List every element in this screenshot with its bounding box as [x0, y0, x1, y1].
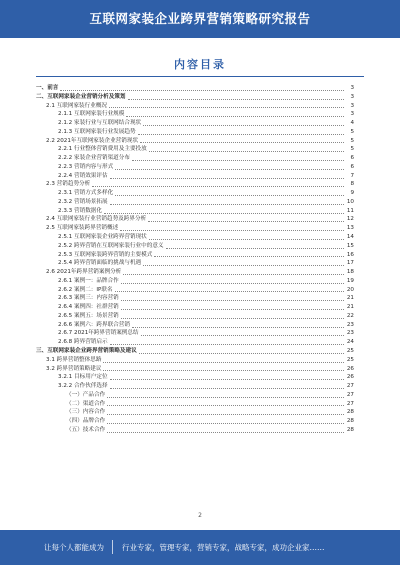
toc-entry[interactable] — [36, 268, 354, 277]
toc-entry-title: 2.2 2021年互联网家装企业营销现状 — [46, 137, 139, 144]
toc-leader-dots — [121, 309, 344, 310]
toc-entry-page: 3 — [350, 102, 354, 109]
toc-entry-page: 6 — [350, 163, 354, 170]
toc-entry[interactable] — [36, 207, 354, 216]
toc-entry-page: 12 — [346, 216, 354, 223]
toc-entry-title: 2.1.3 互联网家装行业发展趋势 — [58, 128, 136, 135]
toc-leader-dots — [110, 379, 344, 380]
toc-entry-title: 2.2.3 营销内容与形式 — [58, 163, 114, 170]
toc-leader-dots — [154, 256, 344, 257]
toc-entry-title: 2.6.3 案例三：内容营销 — [58, 295, 119, 302]
page-footer — [0, 530, 400, 565]
toc-entry[interactable] — [36, 189, 354, 198]
toc-leader-dots — [107, 432, 344, 433]
toc-entry-title: 2.3 营销趋势分析 — [46, 181, 91, 188]
toc-entry-title: 2.5.1 互联网家装企业跨界营销现状 — [58, 234, 147, 241]
table-of-contents — [36, 84, 354, 435]
toc-leader-dots — [128, 99, 344, 100]
toc-entry-title: 2.6.8 跨界营销启示 — [58, 339, 108, 346]
toc-entry-page: 11 — [346, 207, 354, 214]
toc-entry[interactable] — [36, 294, 354, 303]
toc-entry-title: 3.2.2 合作伙伴选择 — [58, 383, 108, 390]
toc-entry[interactable] — [36, 137, 354, 146]
toc-entry-page: 28 — [346, 418, 354, 425]
toc-entry-page: 9 — [350, 190, 354, 197]
toc-entry[interactable] — [36, 119, 354, 128]
toc-entry-title: （一）产品合作 — [66, 391, 106, 398]
toc-entry[interactable] — [36, 426, 354, 435]
toc-entry-page: 24 — [346, 339, 354, 346]
toc-entry-page: 6 — [350, 155, 354, 162]
toc-leader-dots — [138, 134, 344, 135]
toc-entry-page: 16 — [346, 251, 354, 258]
toc-entry-page: 4 — [350, 120, 354, 127]
toc-entry-title: 2.1 互联网家装行业概况 — [46, 102, 108, 109]
toc-entry-page: 5 — [350, 146, 354, 153]
toc-entry-page: 25 — [346, 356, 354, 363]
report-title: 互联网家装企业跨界营销策略研究报告 — [89, 11, 311, 26]
toc-leader-dots — [115, 169, 344, 170]
toc-entry-page: 20 — [346, 286, 354, 293]
toc-entry-title: 一、前言 — [36, 85, 59, 91]
toc-entry[interactable] — [36, 286, 354, 295]
toc-leader-dots — [107, 405, 344, 406]
toc-entry[interactable] — [36, 408, 354, 417]
toc-leader-dots — [110, 388, 344, 389]
toc-entry-title: 2.3.3 营销数据化 — [58, 207, 102, 214]
toc-leader-dots — [107, 414, 344, 415]
toc-entry-page: 27 — [346, 391, 354, 398]
toc-leader-dots — [143, 125, 344, 126]
toc-entry-page: 3 — [350, 85, 354, 91]
toc-leader-dots — [110, 344, 344, 345]
toc-leader-dots — [132, 327, 344, 328]
toc-entry-title: （五）技术合作 — [66, 426, 106, 433]
toc-entry-page: 10 — [346, 198, 354, 205]
toc-entry[interactable] — [36, 145, 354, 154]
toc-entry-page: 15 — [346, 242, 354, 249]
toc-entry[interactable] — [36, 154, 354, 163]
toc-leader-dots — [126, 116, 344, 117]
toc-entry-title: 2.5.4 跨界营销面临的挑战与机遇 — [58, 260, 142, 267]
toc-entry-title: 3.2.1 目标用户定位 — [58, 374, 108, 381]
toc-leader-dots — [141, 335, 344, 336]
toc-divider — [36, 76, 364, 77]
toc-leader-dots — [103, 362, 344, 363]
toc-entry[interactable] — [36, 251, 354, 260]
toc-entry-title: 2.6.4 案例四：社群营销 — [58, 304, 119, 311]
toc-entry-page: 27 — [346, 383, 354, 390]
toc-entry-title: 2.1.1 互联网家装行业规模 — [58, 111, 125, 118]
toc-entry[interactable] — [36, 233, 354, 242]
toc-entry-title: 2.6.5 案例五：场景营销 — [58, 312, 119, 319]
toc-leader-dots — [110, 178, 344, 179]
toc-leader-dots — [143, 265, 344, 266]
page-header — [0, 0, 400, 38]
toc-leader-dots — [166, 248, 344, 249]
toc-entry[interactable] — [36, 224, 354, 233]
toc-entry-title: 2.5.2 跨界营销在互联网家装行业中的意义 — [58, 242, 164, 249]
toc-leader-dots — [115, 291, 344, 292]
toc-entry-page: 28 — [346, 409, 354, 416]
toc-entry-page: 8 — [350, 181, 354, 188]
toc-entry[interactable] — [36, 215, 354, 224]
toc-entry-page: 5 — [350, 128, 354, 135]
toc-entry[interactable] — [36, 417, 354, 426]
toc-leader-dots — [121, 283, 344, 284]
toc-entry-page: 21 — [346, 295, 354, 302]
toc-entry[interactable] — [36, 321, 354, 330]
toc-entry[interactable] — [36, 400, 354, 409]
toc-entry[interactable] — [36, 180, 354, 189]
toc-leader-dots — [115, 195, 344, 196]
toc-entry[interactable] — [36, 198, 354, 207]
toc-entry-page: 27 — [346, 400, 354, 407]
toc-entry[interactable] — [36, 242, 354, 251]
toc-leader-dots — [104, 213, 344, 214]
toc-entry[interactable] — [36, 365, 354, 374]
toc-entry-page: 3 — [350, 111, 354, 118]
toc-entry-page: 18 — [346, 269, 354, 276]
toc-entry[interactable] — [36, 329, 354, 338]
toc-leader-dots — [149, 151, 344, 152]
toc-entry-page: 14 — [346, 234, 354, 241]
toc-entry[interactable] — [36, 391, 354, 400]
toc-entry-title: 2.5.3 互联网家装跨界营销的主要模式 — [58, 251, 153, 258]
toc-entry[interactable] — [36, 338, 354, 347]
toc-entry[interactable] — [36, 259, 354, 268]
toc-entry[interactable] — [36, 102, 354, 111]
toc-entry-page: 21 — [346, 304, 354, 311]
toc-leader-dots — [121, 318, 344, 319]
toc-entry[interactable] — [36, 373, 354, 382]
footer-tagline: 行业专家，管理专家，营销专家，战略专家，成功企业家…… — [122, 543, 325, 552]
toc-leader-dots — [107, 397, 344, 398]
toc-entry-title: 2.3.1 营销方式多样化 — [58, 190, 114, 197]
toc-entry-title: 2.2.4 营销效果评估 — [58, 172, 108, 179]
toc-entry[interactable] — [36, 128, 354, 137]
toc-entry[interactable] — [36, 382, 354, 391]
toc-entry-page: 23 — [346, 330, 354, 337]
toc-entry[interactable] — [36, 356, 354, 365]
toc-entry-page: 28 — [346, 426, 354, 433]
toc-leader-dots — [121, 300, 344, 301]
toc-entry-title: 2.2.2 家装企业营销渠道分布 — [58, 155, 130, 162]
toc-entry-title: 2.6.6 案例六：跨界联合营销 — [58, 321, 130, 328]
toc-title: 内容目录 — [174, 58, 226, 71]
toc-entry-title: 2.3.2 营销场景拓展 — [58, 198, 108, 205]
toc-leader-dots — [109, 107, 344, 108]
footer-slogan: 让每个人都能成为 — [44, 543, 104, 552]
toc-entry-title: （四）品牌合作 — [66, 418, 106, 425]
toc-entry-page: 23 — [346, 321, 354, 328]
toc-leader-dots — [140, 142, 344, 143]
toc-entry-title: 3.1 跨界营销整体思路 — [46, 356, 102, 363]
toc-entry-title: 2.6.7 2021年跨界营销案例总结 — [58, 330, 139, 337]
toc-entry-page: 25 — [346, 347, 354, 354]
toc-entry[interactable] — [36, 347, 354, 356]
toc-entry-title: 2.4 互联网家装行业营销趋势及跨界分析 — [46, 216, 147, 223]
toc-leader-dots — [149, 239, 344, 240]
toc-leader-dots — [110, 204, 344, 205]
toc-leader-dots — [132, 160, 344, 161]
toc-entry-page: 26 — [346, 374, 354, 381]
toc-entry-page: 3 — [350, 93, 354, 100]
toc-entry-title: 2.5 互联网家装跨界营销概述 — [46, 225, 119, 232]
toc-entry-page: 7 — [350, 172, 354, 179]
toc-entry-page: 5 — [350, 137, 354, 144]
toc-entry[interactable] — [36, 172, 354, 181]
toc-entry-page: 13 — [346, 225, 354, 232]
toc-entry[interactable] — [36, 84, 354, 93]
toc-entry[interactable] — [36, 312, 354, 321]
toc-entry-title: 2.6 2021年跨界营销案例分析 — [46, 269, 122, 276]
toc-entry-page: 26 — [346, 365, 354, 372]
toc-entry-title: 三、互联网家装企业跨界营销策略及建议 — [36, 347, 137, 354]
toc-entry-title: （三）内容合作 — [66, 409, 106, 416]
toc-entry-title: 2.6.2 案例二：IP联名 — [58, 286, 113, 293]
toc-entry-title: （二）渠道合作 — [66, 400, 106, 407]
toc-entry[interactable] — [36, 277, 354, 286]
toc-entry-title: 2.6.1 案例一：品牌合作 — [58, 277, 119, 284]
toc-leader-dots — [92, 186, 344, 187]
toc-entry[interactable] — [36, 110, 354, 119]
toc-entry[interactable] — [36, 93, 354, 102]
toc-entry-title: 3.2 跨界营销策略建议 — [46, 365, 102, 372]
toc-leader-dots — [148, 221, 344, 222]
toc-entry[interactable] — [36, 163, 354, 172]
toc-leader-dots — [103, 370, 344, 371]
toc-entry-title: 2.2.1 行业整体营销费用及主要投放 — [58, 146, 147, 153]
toc-leader-dots — [60, 90, 344, 91]
toc-entry[interactable] — [36, 303, 354, 312]
toc-entry-page: 17 — [346, 260, 354, 267]
toc-entry-page: 22 — [346, 312, 354, 319]
page-number: 2 — [198, 512, 202, 519]
toc-leader-dots — [123, 274, 344, 275]
toc-entry-page: 19 — [346, 277, 354, 284]
toc-entry-title: 二、互联网家装企业营销分析及策划 — [36, 93, 126, 100]
toc-leader-dots — [107, 423, 344, 424]
footer-divider — [112, 540, 113, 554]
toc-entry-title: 2.1.2 家装行业与互联网结合现状 — [58, 120, 142, 127]
toc-leader-dots — [139, 353, 344, 354]
toc-leader-dots — [120, 230, 344, 231]
